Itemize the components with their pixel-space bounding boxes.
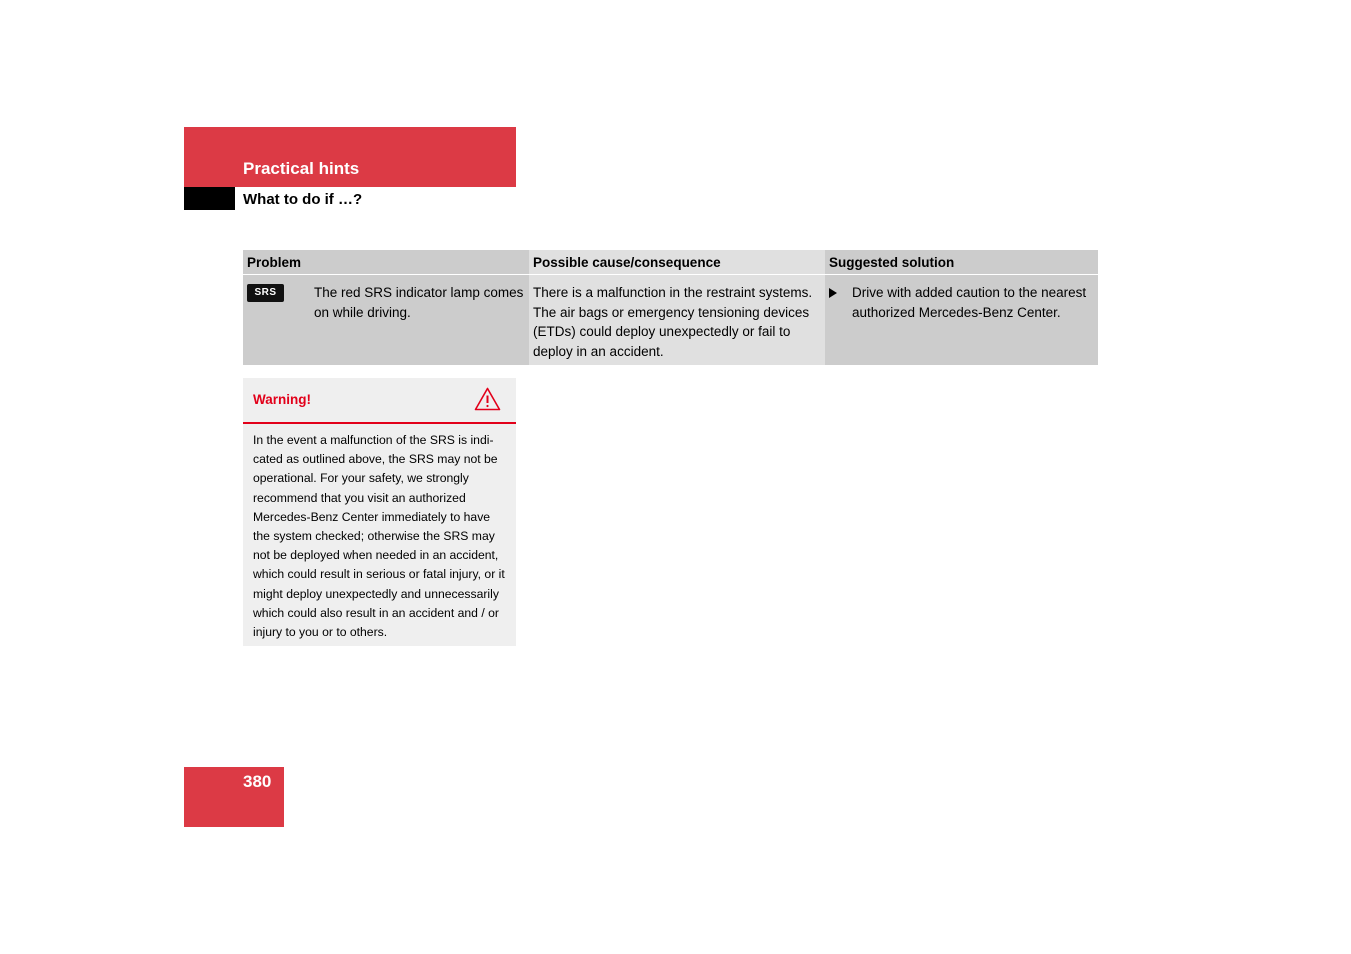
- column-header-solution: Suggested solution: [825, 250, 1098, 275]
- problem-cell: [243, 275, 529, 366]
- triangle-arrow-icon: [829, 288, 837, 298]
- problem-table: [243, 250, 1098, 365]
- subsection-marker: [184, 187, 235, 210]
- column-header-problem: Problem: [243, 250, 529, 275]
- solution-text: Drive with added caution to the nearest authorized Mercedes-Benz Center.: [852, 285, 1087, 320]
- solution-cell: [825, 275, 1098, 366]
- srs-indicator-icon: SRS: [247, 284, 284, 302]
- warning-box: [243, 378, 516, 646]
- table-header-row: [243, 250, 1098, 275]
- problem-text: The red SRS indicator lamp comes on while driving.: [314, 285, 524, 320]
- warning-header: [243, 378, 516, 424]
- cause-cell: [529, 275, 825, 366]
- warning-triangle-icon: [474, 387, 501, 411]
- warning-label: Warning!: [253, 392, 311, 407]
- column-header-cause: Possible cause/consequence: [529, 250, 825, 275]
- cause-text: There is a malfunction in the restraint systems. The air bags or emergency tensioning devices (ETDs) could deploy unexpectedly or fail to deploy in an accident.: [533, 285, 813, 359]
- table-row: [243, 275, 1098, 366]
- warning-text: In the event a malfunction of the SRS is indicated as outlined above, the SRS may not be operational. For your safety, we strongly recommend that you visit an authorized Mercedes-Benz Center immediately to have the system checked; otherwise the SRS may not be deployed when needed in an accident, which could result in serious or fatal injury, or it might deploy unexpectedly and unnecessarily which could also result in an accident and / or injury to you or to others.: [253, 433, 505, 640]
- subsection-title: What to do if …?: [243, 191, 363, 208]
- page-number: 380: [243, 772, 272, 791]
- section-title: Practical hints: [243, 159, 360, 178]
